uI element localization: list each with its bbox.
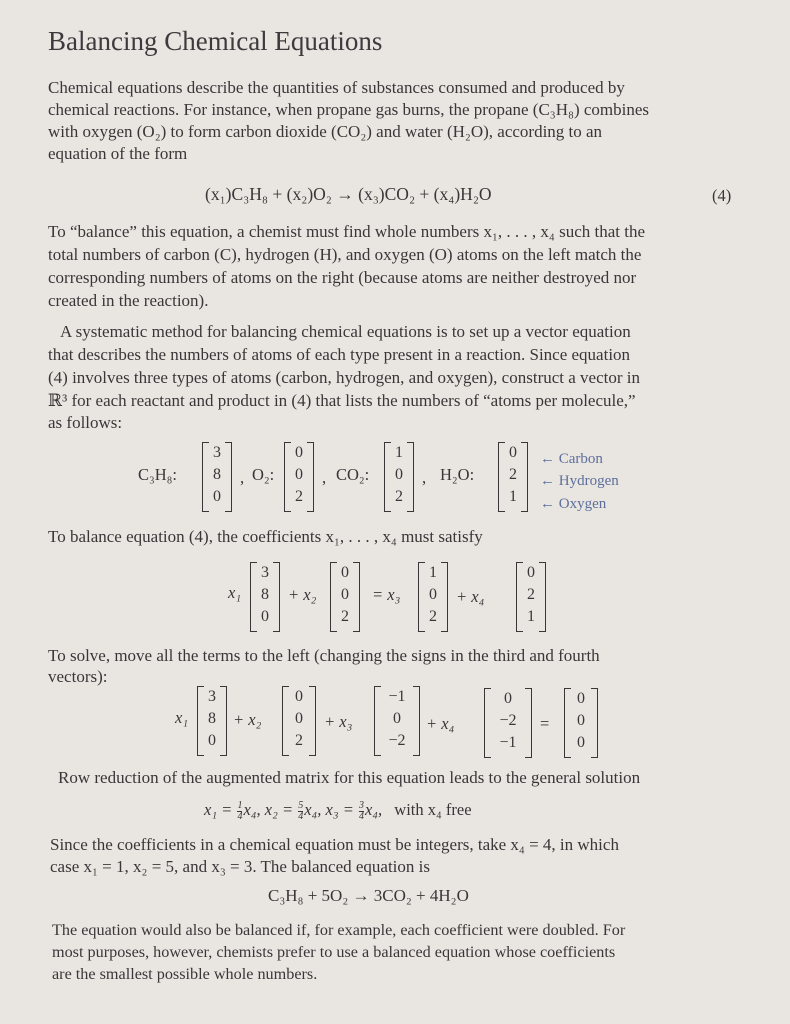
x1-rhs: x₄,: [243, 800, 261, 819]
vector-entry: −2: [499, 712, 517, 729]
equals-sign: =: [540, 714, 550, 733]
zero-vector: [564, 688, 598, 758]
vector-entry: 0: [341, 564, 349, 581]
x1-term: x₁: [228, 583, 242, 602]
integer-line: Since the coefficients in a chemical equation must be integers, take x₄ = 4, in which: [50, 835, 619, 854]
o2-label: O₂:: [252, 465, 275, 484]
annotation-label: Hydrogen: [558, 473, 619, 489]
vector-entry: 8: [213, 466, 221, 483]
h2o-vector: [498, 442, 528, 512]
left-arrow-icon: ←: [540, 496, 555, 512]
vector-entry: 0: [527, 564, 535, 581]
vector-entry: 0: [429, 586, 437, 603]
vector-entry: 1: [527, 608, 535, 625]
coefficient-line: To balance equation (4), the coefficients x₁, . . . , x₄ must satisfy: [48, 527, 483, 546]
fraction: [359, 801, 364, 822]
x3-term: + x₃: [324, 712, 353, 731]
vector-entry: −1: [388, 688, 406, 705]
vector-entry: 0: [295, 710, 303, 727]
vector-entry: 2: [341, 608, 349, 625]
vector-entry: 0: [341, 586, 349, 603]
x2-rhs: x₄,: [304, 800, 322, 819]
vector-co2: [418, 562, 448, 632]
left-arrow-icon: ←: [540, 473, 555, 489]
general-solution: [204, 800, 472, 822]
solve-line: To solve, move all the terms to the left (changing the signs in the third and fourth: [48, 646, 600, 665]
x1-lhs: x₁ =: [204, 800, 233, 819]
numerator: 3: [358, 799, 364, 811]
vector-entry: 8: [208, 710, 216, 727]
vector-entry: 0: [213, 488, 221, 505]
vector-entry: 0: [295, 444, 303, 461]
vector-entry: 0: [261, 608, 269, 625]
row-reduction-line: Row reduction of the augmented matrix for this equation leads to the general solution: [58, 768, 641, 787]
c3h8-vector: [202, 442, 232, 512]
vector-entry: 0: [509, 444, 517, 461]
vector-entry: 0: [504, 690, 512, 707]
hydrogen-annotation: [540, 473, 619, 490]
solve-line: vectors):: [48, 667, 108, 686]
vector-entry: 3: [261, 564, 269, 581]
vector-h2o: [516, 562, 546, 632]
x3-lhs: x₃ =: [325, 800, 354, 819]
x1-term: x₁: [175, 708, 189, 727]
text-line: corresponding numbers of atoms on the right (because atoms are neither destroyed nor: [48, 268, 637, 287]
annotation-label: Carbon: [558, 451, 603, 467]
comma: ,: [422, 468, 427, 487]
free-variable-note: with x₄ free: [394, 800, 472, 819]
text-line: as follows:: [48, 413, 123, 432]
vector-entry: 0: [577, 712, 585, 729]
fraction: [298, 801, 303, 822]
integer-line: case x₁ = 1, x₂ = 5, and x₃ = 3. The balanced equation is: [50, 857, 430, 876]
text-line: with oxygen (O₂) to form carbon dioxide (CO₂) and water (H₂O), according to an: [48, 122, 603, 141]
vector-entry: −2: [388, 732, 406, 749]
vector-entry: −1: [499, 734, 517, 751]
denominator: 4: [237, 810, 243, 822]
annotation-label: Oxygen: [558, 496, 607, 512]
x4-term: + x₄: [426, 714, 455, 733]
text-line: A systematic method for balancing chemical equations is to set up a vector equation: [60, 322, 631, 341]
vector-entry: 0: [208, 732, 216, 749]
vector-entry: 8: [261, 586, 269, 603]
text-line: chemical reactions. For instance, when propane gas burns, the propane (C₃H₈) combines: [48, 100, 650, 119]
text-line: created in the reaction).: [48, 291, 209, 310]
x3-term: = x₃: [372, 585, 401, 604]
vector-entry: 2: [429, 608, 437, 625]
vector-entry: 0: [395, 466, 403, 483]
carbon-annotation: [540, 451, 603, 468]
vector-entry: 1: [395, 444, 403, 461]
text-line: Chemical equations describe the quantities of substances consumed and produced by: [48, 78, 625, 97]
vector-entry: 0: [577, 734, 585, 751]
denominator: 4: [358, 810, 364, 822]
equation-4: (x₁)C₃H₈ + (x₂)O₂ → (x₃)CO₂ + (x₄)H₂O: [205, 184, 492, 204]
x2-term: + x₂: [233, 710, 262, 729]
x3-rhs: x₄,: [364, 800, 383, 819]
vector-entry: 1: [509, 488, 517, 505]
final-line: most purposes, however, chemists prefer to use a balanced equation whose coefficients: [52, 943, 616, 961]
vector-entry: 2: [395, 488, 403, 505]
vector-entry: 3: [213, 444, 221, 461]
vector-entry: 1: [429, 564, 437, 581]
comma: ,: [240, 468, 245, 487]
equation-number: (4): [712, 186, 732, 205]
vector-entry: 3: [208, 688, 216, 705]
vector-entry: 0: [393, 710, 401, 727]
final-line: are the smallest possible whole numbers.: [52, 965, 318, 983]
text-line: that describes the numbers of atoms of each type present in a reaction. Since equation: [48, 345, 631, 364]
fraction: [237, 801, 242, 822]
vector-o2: [330, 562, 360, 632]
vector-entry: 2: [509, 466, 517, 483]
vector-entry: 2: [527, 586, 535, 603]
text-line: To “balance” this equation, a chemist must find whole numbers x₁, . . . , x₄ such that the: [48, 222, 646, 241]
co2-vector: [384, 442, 414, 512]
vector-entry: 2: [295, 488, 303, 505]
o2-vector: [284, 442, 314, 512]
vector-2: [282, 686, 316, 756]
oxygen-annotation: [540, 496, 606, 513]
text-line: total numbers of carbon (C), hydrogen (H), and oxygen (O) atoms on the left match the: [48, 245, 642, 264]
final-line: The equation would also be balanced if, for example, each coefficient were doubled. For: [52, 921, 626, 939]
co2-label: CO₂:: [336, 465, 370, 484]
vector-3: [374, 686, 420, 756]
x2-term: + x₂: [288, 585, 317, 604]
vector-c3h8: [250, 562, 280, 632]
comma: ,: [322, 468, 327, 487]
vector-4: [484, 688, 532, 758]
numerator: 1: [237, 799, 243, 811]
h2o-label: H₂O:: [440, 465, 475, 484]
numerator: 5: [298, 799, 304, 811]
vector-entry: 2: [295, 732, 303, 749]
x4-term: + x₄: [456, 587, 485, 606]
x2-lhs: x₂ =: [264, 800, 294, 819]
text-line: equation of the form: [48, 144, 188, 163]
vector-1: [197, 686, 227, 756]
page-title: Balancing Chemical Equations: [48, 26, 383, 56]
balanced-equation: C₃H₈ + 5O₂ → 3CO₂ + 4H₂O: [268, 886, 469, 905]
vector-entry: 0: [577, 690, 585, 707]
text-line: ℝ³ for each reactant and product in (4) that lists the numbers of “atoms per molecule,”: [48, 391, 636, 410]
text-line: (4) involves three types of atoms (carbon, hydrogen, and oxygen), construct a vector in: [48, 368, 640, 387]
left-arrow-icon: ←: [540, 451, 555, 467]
denominator: 4: [298, 810, 304, 822]
vector-entry: 0: [295, 688, 303, 705]
vector-entry: 0: [295, 466, 303, 483]
c3h8-label: C₃H₈:: [138, 465, 178, 484]
